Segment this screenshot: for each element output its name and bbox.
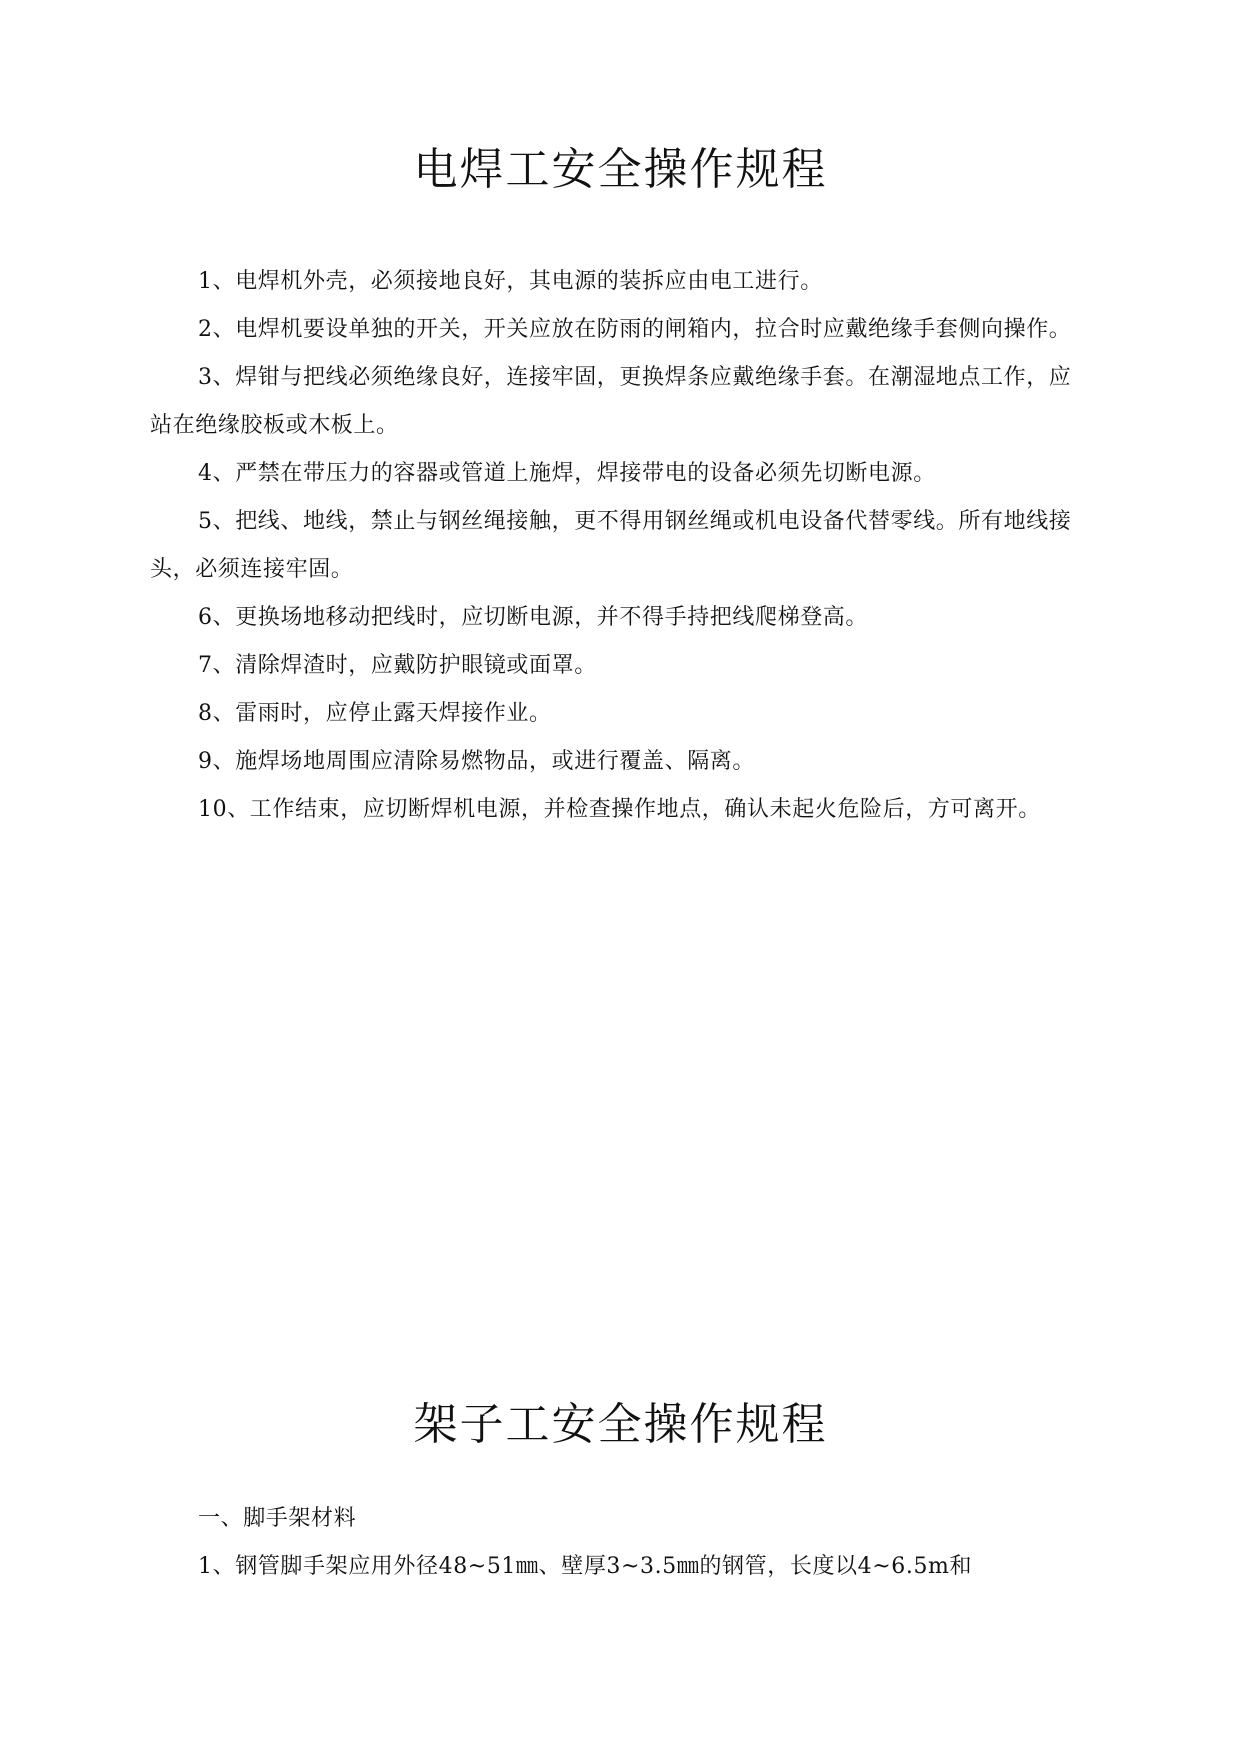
- paragraph: 4、严禁在带压力的容器或管道上施焊，焊接带电的设备必须先切断电源。: [198, 461, 936, 486]
- paragraph: 5、把线、地线，禁止与钢丝绳接触，更不得用钢丝绳或机电设备代替零线。所有地线接头，必须连接牢固。: [150, 509, 1072, 582]
- paragraph: 1、电焊机外壳，必须接地良好，其电源的装拆应由电工进行。: [198, 269, 823, 294]
- subsection-heading: 一、脚手架材料: [198, 1506, 357, 1531]
- paragraph: 6、更换场地移动把线时，应切断电源，并不得手持把线爬梯登高。: [198, 605, 868, 630]
- section-body-welder: [150, 258, 1090, 834]
- section-title-welder: 电焊工安全操作规程: [413, 144, 828, 195]
- paragraph: 9、施焊场地周围应清除易燃物品，或进行覆盖、隔离。: [198, 749, 755, 774]
- paragraph: 8、雷雨时，应停止露天焊接作业。: [198, 701, 552, 726]
- paragraph: 10、工作结束，应切断焊机电源，并检查操作地点，确认未起火危险后，方可离开。: [198, 797, 1041, 822]
- paragraph: 1、钢管脚手架应用外径48~51㎜、壁厚3~3.5㎜的钢管，长度以4~6.5m和: [198, 1554, 973, 1579]
- section-body-scaffolder: [150, 1495, 1090, 1591]
- section-title-scaffolder: 架子工安全操作规程: [413, 1399, 828, 1450]
- paragraph: 3、焊钳与把线必须绝缘良好，连接牢固，更换焊条应戴绝缘手套。在潮湿地点工作，应站在绝缘胶板或木板上。: [150, 365, 1072, 438]
- paragraph: 2、电焊机要设单独的开关，开关应放在防雨的闸箱内，拉合时应戴绝缘手套侧向操作。: [198, 317, 1072, 342]
- paragraph: 7、清除焊渣时，应戴防护眼镜或面罩。: [198, 653, 597, 678]
